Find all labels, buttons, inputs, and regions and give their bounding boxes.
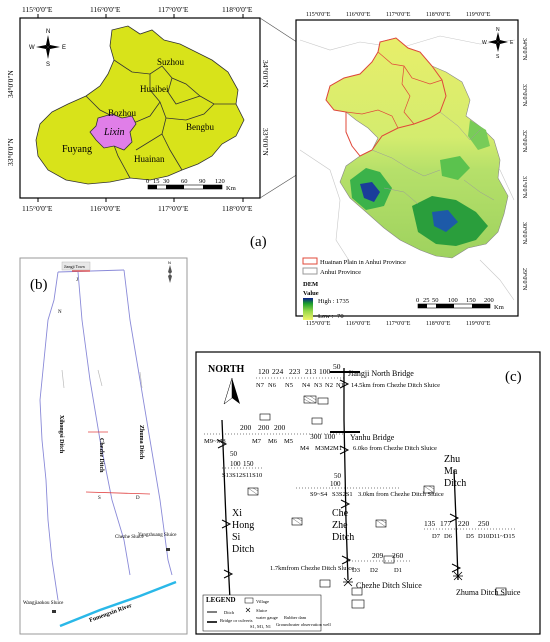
yanhu-bridge-label: Yanhu Bridge [350,433,395,442]
chezhe-sluice-label: Chezhe Ditch Sluice [356,581,422,590]
d-well-2: D2 [370,567,378,574]
legend-sluice: Sluice [256,608,268,613]
prov-lat-2: 33°0'0"N [521,84,527,107]
prov-lon-bot-3: 117°0'0"E [386,321,411,327]
prov-lon-bot-5: 119°0'0"E [466,321,491,327]
xi-hong-3: Si [232,532,241,543]
prov-scale-150: 150 [466,297,476,304]
panel-b-mark-s: S [98,496,101,501]
xi-hong-1: Xi [232,508,242,519]
s-wells-3-1: S3S2S1 [332,491,353,498]
d2-dist-177: 177 [440,519,452,528]
prov-lat-4: 31°0'0"N [521,176,527,199]
d2-dist-250: 250 [478,519,490,528]
legend-dem: DEM [303,281,319,288]
m-dist-200c: 200 [274,423,286,432]
s-wells-9-4: S9~S4 [310,491,328,498]
legend-dam: Rubber dam [284,615,307,620]
d-well-3: D3 [352,567,360,574]
inset-scale-bar [148,185,222,189]
jiangji-bridge-label: Jiangji North Bridge [348,369,414,378]
panel-b-label: (b) [30,277,48,293]
inset-lat-left-2: 33°0'0"N [6,138,15,166]
legend-title: LEGEND [206,596,236,604]
inset-lat-left-1: 34°0'0"N [6,70,15,98]
n-dist-213: 213 [305,367,317,376]
legend-wells-code: S1, M1, N1 [250,624,272,629]
s-dist-100: 100 [230,460,241,468]
m-well-4: M4 [300,445,310,452]
label-lixin: Lixin [104,127,125,138]
panel-b-chezhe: Chezhe Ditch [98,438,104,473]
m-well-7: M7 [252,438,262,445]
prov-lon-top-3: 117°0'0"E [386,12,411,18]
panel-c-legend [203,595,331,631]
panel-b-mark-j: J [76,278,78,283]
inset-lon-top-3: 117°0'0"E [158,5,189,14]
label-bengbu: Bengbu [186,122,214,132]
che-zhe-1: Che [332,508,349,519]
zhu-ma-2: Ma [444,466,458,477]
inset-scale-60: 60 [181,178,188,185]
inset-lat-right-1: 34°0'0"N [261,60,270,88]
m-dist-100: 100 [324,432,336,441]
inset-lon-bot-3: 117°0'0"E [158,204,189,213]
n-well-3: N3 [314,382,322,389]
m-well-3-2-1: M3M2M1 [315,445,343,452]
panel-b-yangzhuang: Yangzhuang Sluice [138,533,177,538]
prov-lat-1: 34°0'0"N [521,38,527,61]
label-huainan: Huainan [134,154,165,164]
m-well-6: M6 [268,438,278,445]
inset-lat-right-2: 33°0'0"N [261,128,270,156]
legend-village: Village [256,599,269,604]
prov-scale-25: 25 [423,297,430,304]
legend-bridge: Bridge or culverts [220,618,253,623]
n-well-7: N7 [256,382,264,389]
prov-scale-100: 100 [448,297,458,304]
s-dist-50: 50 [230,450,237,458]
m-dist-200a: 200 [240,423,252,432]
n-dist-100: 100 [319,367,331,376]
svg-text:E: E [510,40,514,46]
legend-low: Low : -70 [318,313,344,320]
svg-text:S: S [496,54,500,60]
label-huaibei: Huaibei [140,84,169,94]
panel-c-label: (c) [505,369,522,385]
d-dist-209: 209 [372,551,384,560]
d2-well-10-15: D10D11~D15 [478,533,515,540]
inset-lon-bot-4: 118°0'0"E [222,204,253,213]
d2-well-6: D6 [444,533,452,540]
svg-text:W: W [482,40,487,46]
n-dist-223: 223 [289,367,301,376]
prov-lon-top-4: 118°0'0"E [426,12,451,18]
inset-scale-15: 15 [153,178,160,185]
prov-lon-top-5: 119°0'0"E [466,12,491,18]
panel-b-mark-n: N [58,310,62,315]
prov-scale-50: 50 [432,297,439,304]
inset-map [6,5,270,213]
legend-high: High : 1735 [318,298,350,305]
svg-text:N: N [496,27,500,33]
legend-value: Value [303,290,319,297]
xi-hong-2: Hong [232,520,255,531]
prov-lon-top-1: 115°0'0"E [306,12,331,18]
panel-b-river-label: Fumengxin River [88,602,133,624]
s-note: 3.0km from Chezhe Ditch Sluice [358,491,444,498]
prov-scale-0: 0 [416,297,420,304]
svg-text:N: N [46,29,51,35]
panel-b-chezhe-sluice: Chezhe Sluice [115,535,144,540]
panel-c-north: NORTH [208,364,245,375]
panel-b-zhuma: Zhuma Ditch [138,425,144,460]
m-dist-300: 300 [310,432,322,441]
n-note: 14.5km from Chezhe Ditch Sluice [351,382,440,389]
d2-well-7: D7 [432,533,440,540]
svg-text:S: S [46,62,51,68]
panel-a-label: (a) [250,234,267,250]
inset-scale-unit: Km [226,185,236,192]
prov-lon-bot-1: 115°0'0"E [306,321,331,327]
svg-text:N: N [168,260,171,265]
legend-ditch: Ditch [224,610,234,615]
legend-gauge: water gauge [256,615,278,620]
zhu-ma-3: Ditch [444,478,467,489]
n-well-6: N6 [268,382,276,389]
s-dist-150: 150 [243,460,254,468]
prov-lon-bot-2: 116°0'0"E [346,321,371,327]
n-dist-120: 120 [258,367,270,376]
d2-dist-135: 135 [424,519,436,528]
prov-lat-6: 29°0'0"N [521,268,527,291]
n-well-1: N1 [336,382,344,389]
m-well-9-8: M9~M8 [204,438,226,445]
n-dist-50: 50 [333,362,341,371]
inset-lon-top-2: 116°0'0"E [90,5,121,14]
n-dist-224: 224 [272,367,284,376]
svg-text:W: W [29,45,35,51]
prov-scale-unit: Km [494,304,504,311]
inset-scale-120: 120 [215,178,225,185]
s-mid-dist-50: 50 [334,472,341,480]
d2-dist-220: 220 [458,519,470,528]
prov-lat-5: 30°0'0"N [521,222,527,245]
legend-anhui: Anhui Province [320,269,361,276]
panel-b-mark-d: D [136,496,140,501]
che-zhe-2: Zhe [332,520,348,531]
zhu-ma-1: Zhu [444,454,461,465]
panel-b-map-title: Jiangji Town [64,264,85,269]
label-bozhou: Bozhou [108,108,136,118]
m-note: 6.0ko from Chezhe Ditch Sluice [353,445,437,452]
panel-b-xihongsi: Xihongsi Ditch [58,415,64,454]
d2-well-5: D5 [466,533,474,540]
province-dem-map [296,11,528,327]
legend-well: Groundwater observation well [276,622,331,627]
n-well-4: N4 [302,382,310,389]
m-dist-200b: 200 [258,423,270,432]
s-wells-13-10: S13S12S11S10 [222,472,263,479]
inset-scale-0: 0 [146,178,150,185]
xi-hong-4: Ditch [232,544,255,555]
panel-b-wangjiaokou: Wangjiaokou Sluice [23,601,64,606]
panel-c-schematic [196,352,540,634]
n-well-2: N2 [325,382,333,389]
inset-lon-top-1: 115°0'0"E [22,5,53,14]
prov-lat-3: 32°0'0"N [521,130,527,153]
d-dist-260: 260 [392,551,404,560]
inset-lon-bot-1: 115°0'0"E [22,204,53,213]
zhuma-sluice-label: Zhuma Ditch Sluice [456,588,521,597]
inset-lon-bot-2: 116°0'0"E [90,204,121,213]
s-mid-dist-100: 100 [330,480,341,488]
inset-scale-90: 90 [199,178,206,185]
d-note: 1.7kmfrom Chezhe Ditch Sluice [270,565,355,572]
n-well-5: N5 [285,382,293,389]
prov-lon-top-2: 116°0'0"E [346,12,371,18]
prov-scale-200: 200 [484,297,494,304]
legend-huainan-plain: Huainan Plain in Anhui Province [320,259,406,266]
che-zhe-3: Ditch [332,532,355,543]
label-suzhou: Suzhou [157,57,184,67]
svg-text:E: E [62,45,67,51]
d-well-1: D1 [394,567,402,574]
inset-lon-top-4: 118°0'0"E [222,5,253,14]
m-well-5: M5 [284,438,294,445]
province-scale-bar [418,304,490,308]
prov-lon-bot-4: 118°0'0"E [426,321,451,327]
panel-b-map [20,258,187,634]
inset-scale-30: 30 [163,178,170,185]
label-fuyang: Fuyang [62,144,92,155]
